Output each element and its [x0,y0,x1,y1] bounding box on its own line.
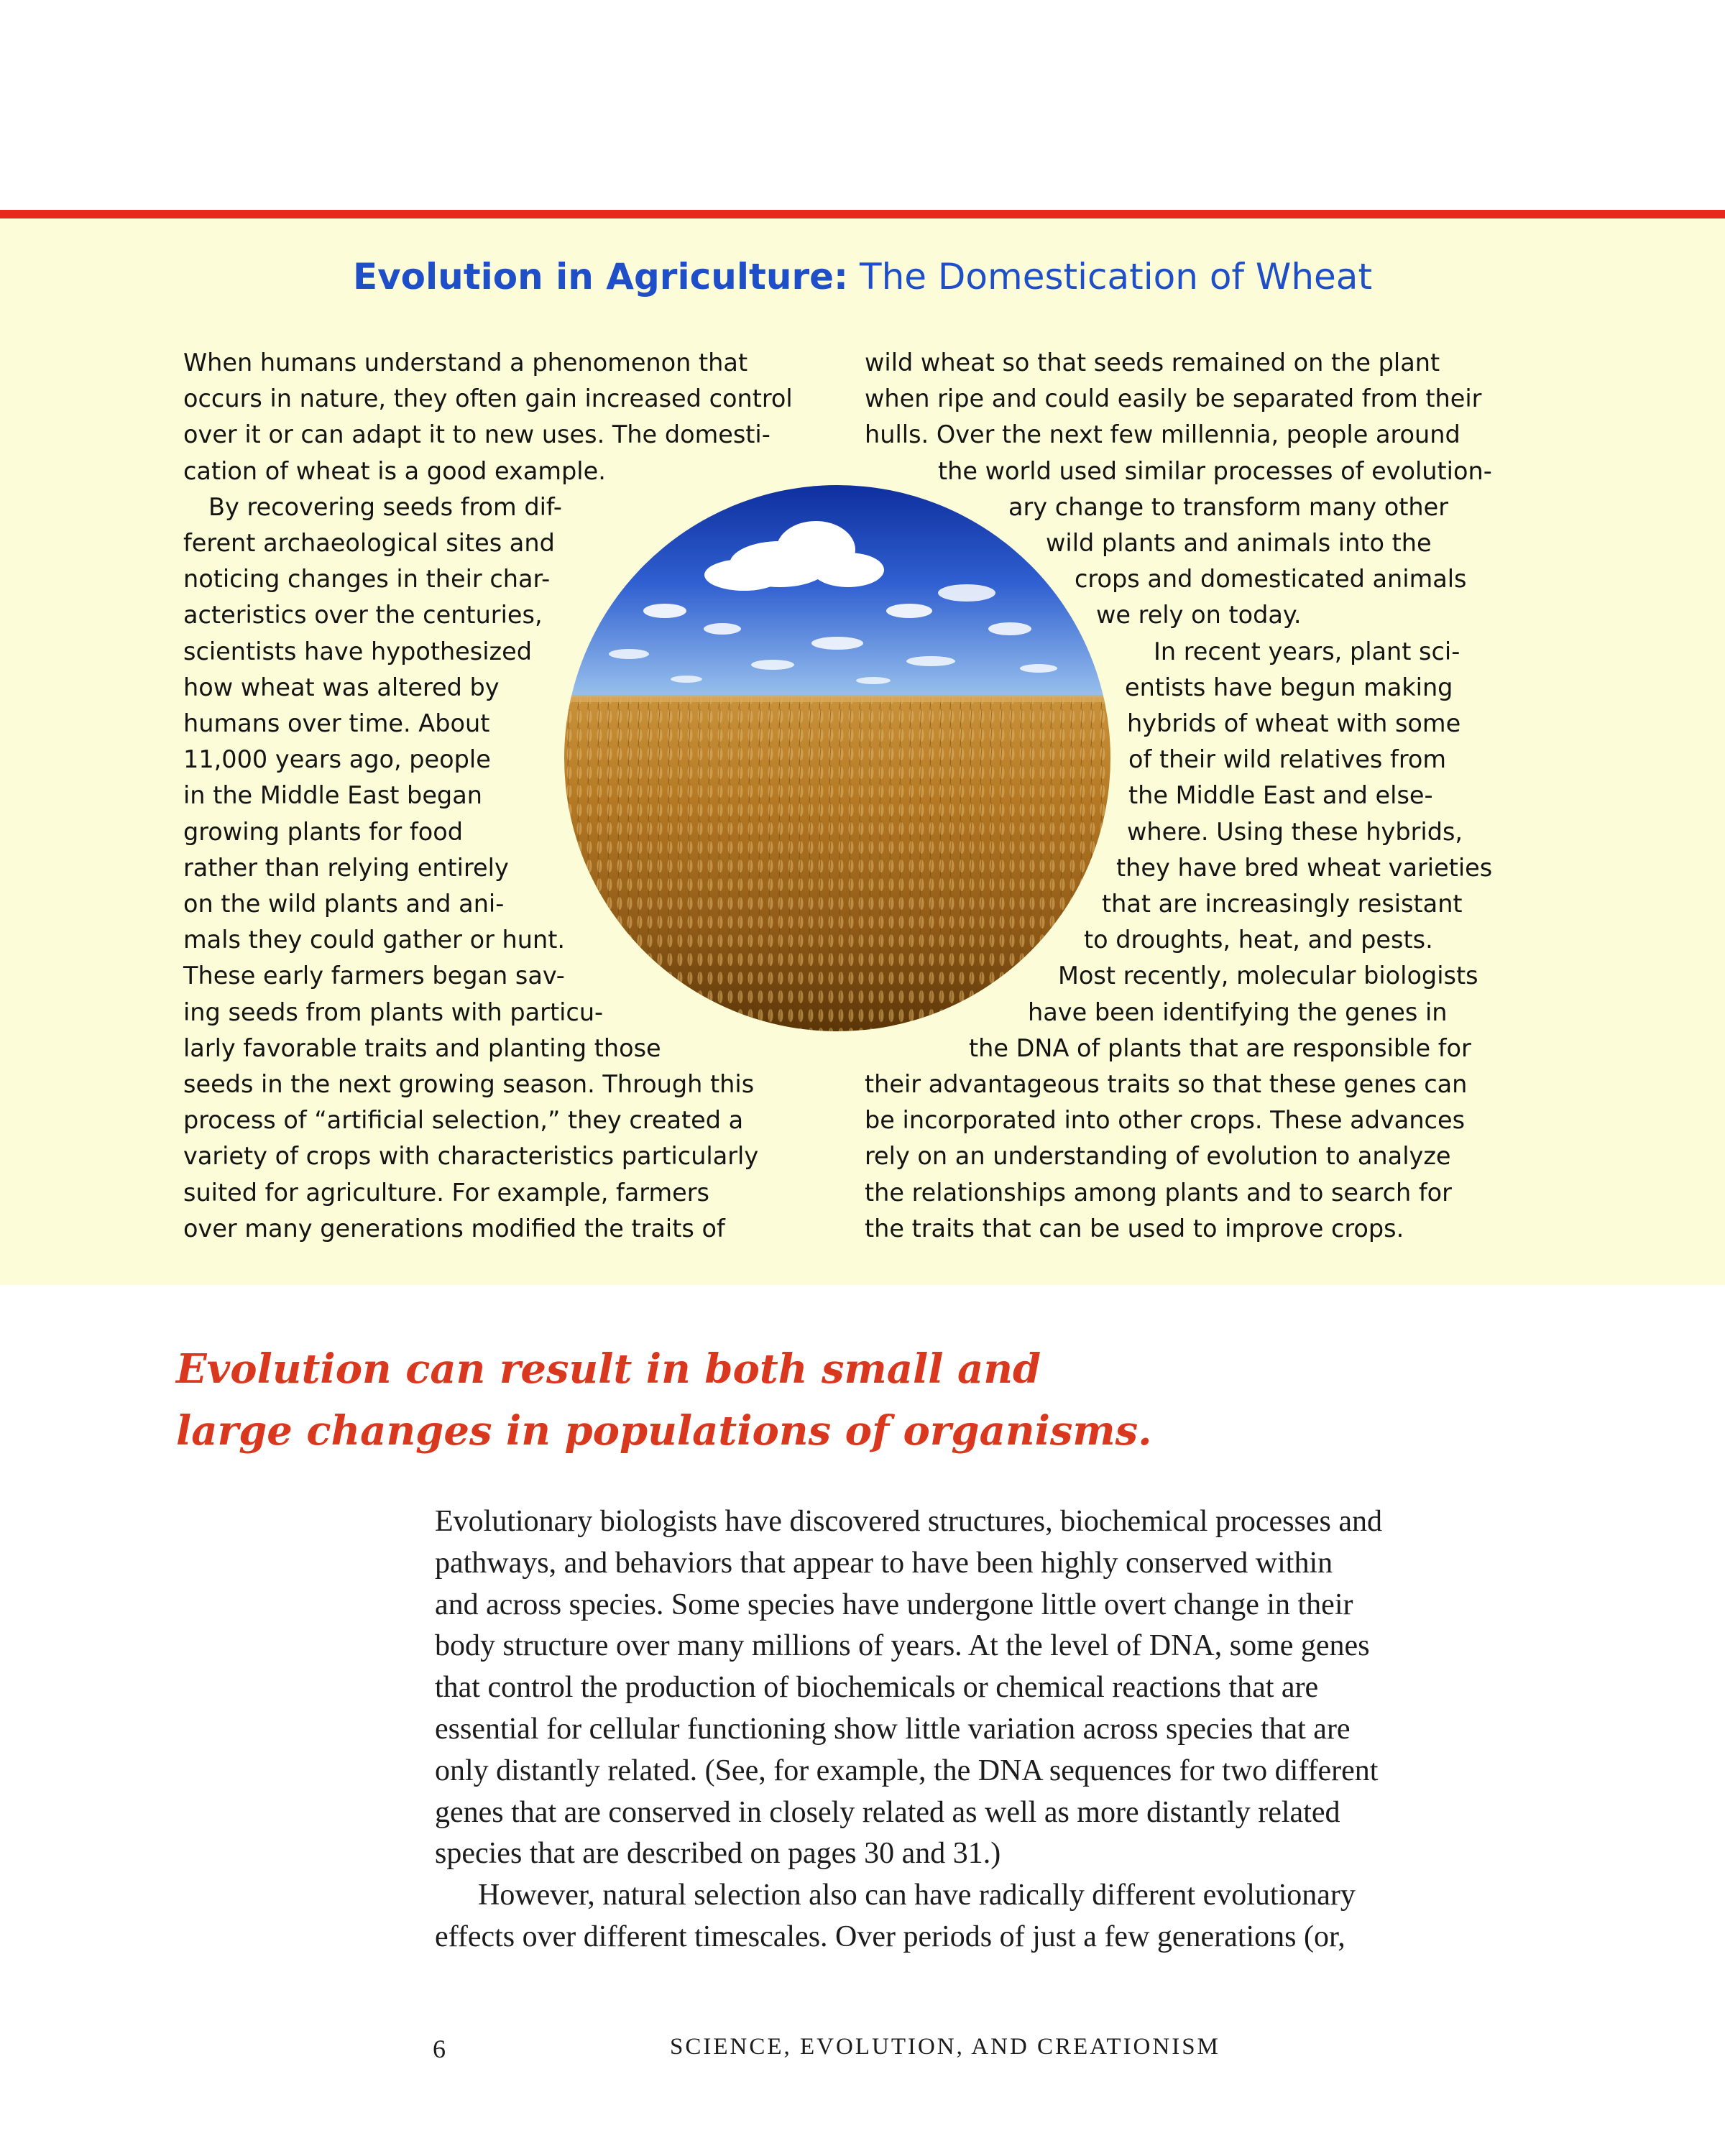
sidebar-left-line: By recovering seeds from dif- [208,492,562,521]
sidebar-right-line: where. Using these hybrids, [1127,817,1463,846]
sidebar-left-line: occurs in nature, they often gain increased control [183,384,793,413]
sidebar-right-line: their advantageous traits so that these genes can [865,1070,1468,1098]
sidebar-left-line: These early farmers began sav- [183,962,565,990]
sidebar-left-line: variety of crops with characteristics particularly [183,1142,759,1171]
body-line: and across species. Some species have undergone little overt change in their [435,1588,1353,1621]
sidebar-left-line: over it or can adapt it to new uses. The domesti- [183,420,770,449]
sidebar-left-line: ferent archaeological sites and [183,529,555,557]
sidebar-right-line: crops and domesticated animals [1075,565,1467,594]
body-line: essential for cellular functioning show little variation across species that are [435,1713,1351,1746]
sidebar-right-line: the relationships among plants and to search for [865,1178,1452,1207]
sidebar-right-line: the traits that can be used to improve crops. [865,1214,1404,1243]
sidebar-left-line: suited for agriculture. For example, farmers [183,1178,709,1207]
sidebar-left-line: cation of wheat is a good example. [183,456,606,485]
sidebar-left-line: When humans understand a phenomenon that [183,349,748,377]
page-number: 6 [433,2035,446,2063]
body-line: Evolutionary biologists have discovered structures, biochemical processes and [435,1505,1382,1538]
sidebar-left-line: scientists have hypothesized [183,637,533,665]
body-line: only distantly related. (See, for example, the DNA sequences for two different [435,1754,1379,1787]
sidebar-left-line: growing plants for food [183,817,463,846]
body-line: pathways, and behaviors that appear to have been highly conserved within [435,1546,1333,1580]
sidebar-left-line: humans over time. About [183,709,490,737]
sidebar-right-line: they have bred wheat varieties [1116,853,1493,882]
sidebar-left-line: noticing changes in their char- [183,565,551,594]
sidebar-left-line: process of “artificial selection,” they created a [183,1106,744,1135]
sidebar-left-line: on the wild plants and ani- [183,890,505,918]
sidebar-right-line: hulls. Over the next few millennia, people around [865,420,1460,449]
sidebar-left-line: rather than relying entirely [183,853,509,882]
sidebar-right-line: we rely on today. [1096,601,1302,630]
sidebar-right-line: ary change to transform many other [1008,492,1448,521]
sidebar-right-line: wild wheat so that seeds remained on the plant [865,349,1440,377]
pull-quote [176,1338,1470,1462]
body-line: effects over different timescales. Over periods of just a few generations (or, [435,1920,1346,1953]
sidebar-left-line: mals they could gather or hunt. [183,926,565,954]
sidebar-left-line: in the Middle East began [183,781,482,810]
sidebar-title [0,255,1725,298]
sidebar-title-rest: The Domestication of Wheat [860,256,1373,298]
running-title: SCIENCE, EVOLUTION, AND CREATIONISM [670,2034,1220,2060]
sidebar-left-line: how wheat was altered by [183,673,500,701]
sidebar-left-line: acteristics over the centuries, [183,601,543,630]
top-red-rule [0,210,1725,218]
body-line: that control the production of biochemicals or chemical reactions that are [435,1671,1319,1705]
sidebar-left-line: 11,000 years ago, people [183,745,491,774]
sidebar-right-line: that are increasingly resistant [1102,890,1463,918]
sidebar-right-line: hybrids of wheat with some [1127,709,1461,737]
sidebar-right-line: the world used similar processes of evolution- [938,456,1492,485]
pull-quote-line-1: Evolution can result in both small and [176,1345,1041,1393]
pull-quote-line-2: large changes in populations of organisms. [176,1407,1152,1455]
sidebar-right-line: when ripe and could easily be separated from their [865,384,1482,413]
sidebar-left-line: seeds in the next growing season. Through this [183,1070,755,1098]
body-line: body structure over many millions of years. At the level of DNA, some genes [435,1629,1370,1663]
sidebar-right-line: to droughts, heat, and pests. [1084,926,1433,954]
body-line: However, natural selection also can have radically different evolutionary [478,1879,1356,1912]
sidebar-right-line: wild plants and animals into the [1046,529,1432,557]
sidebar-right-line: be incorporated into other crops. These advances [865,1106,1466,1135]
sidebar-left-line: ing seeds from plants with particu- [183,998,604,1026]
sidebar-right-line: entists have begun making [1125,673,1453,701]
sidebar-right-line: of their wild relatives from [1128,745,1446,774]
body-line: species that are described on pages 30 and 31.) [435,1837,1001,1871]
sidebar-right-line: the DNA of plants that are responsible for [969,1033,1471,1062]
body-line: genes that are conserved in closely related as well as more distantly related [435,1795,1340,1829]
sidebar-right-line: In recent years, plant sci- [1154,637,1460,665]
sidebar-left-line: larly favorable traits and planting those [183,1033,661,1062]
sidebar-left-line: over many generations modified the traits of [183,1214,725,1243]
sidebar-right-line: the Middle East and else- [1128,781,1433,810]
sidebar-title-bold: Evolution in Agriculture: [352,256,849,298]
sidebar-right-line: rely on an understanding of evolution to analyze [865,1142,1451,1171]
sidebar-right-line: have been identifying the genes in [1028,998,1448,1026]
wheat-field-photo [564,485,1110,1031]
sidebar-right-line: Most recently, molecular biologists [1058,962,1478,990]
